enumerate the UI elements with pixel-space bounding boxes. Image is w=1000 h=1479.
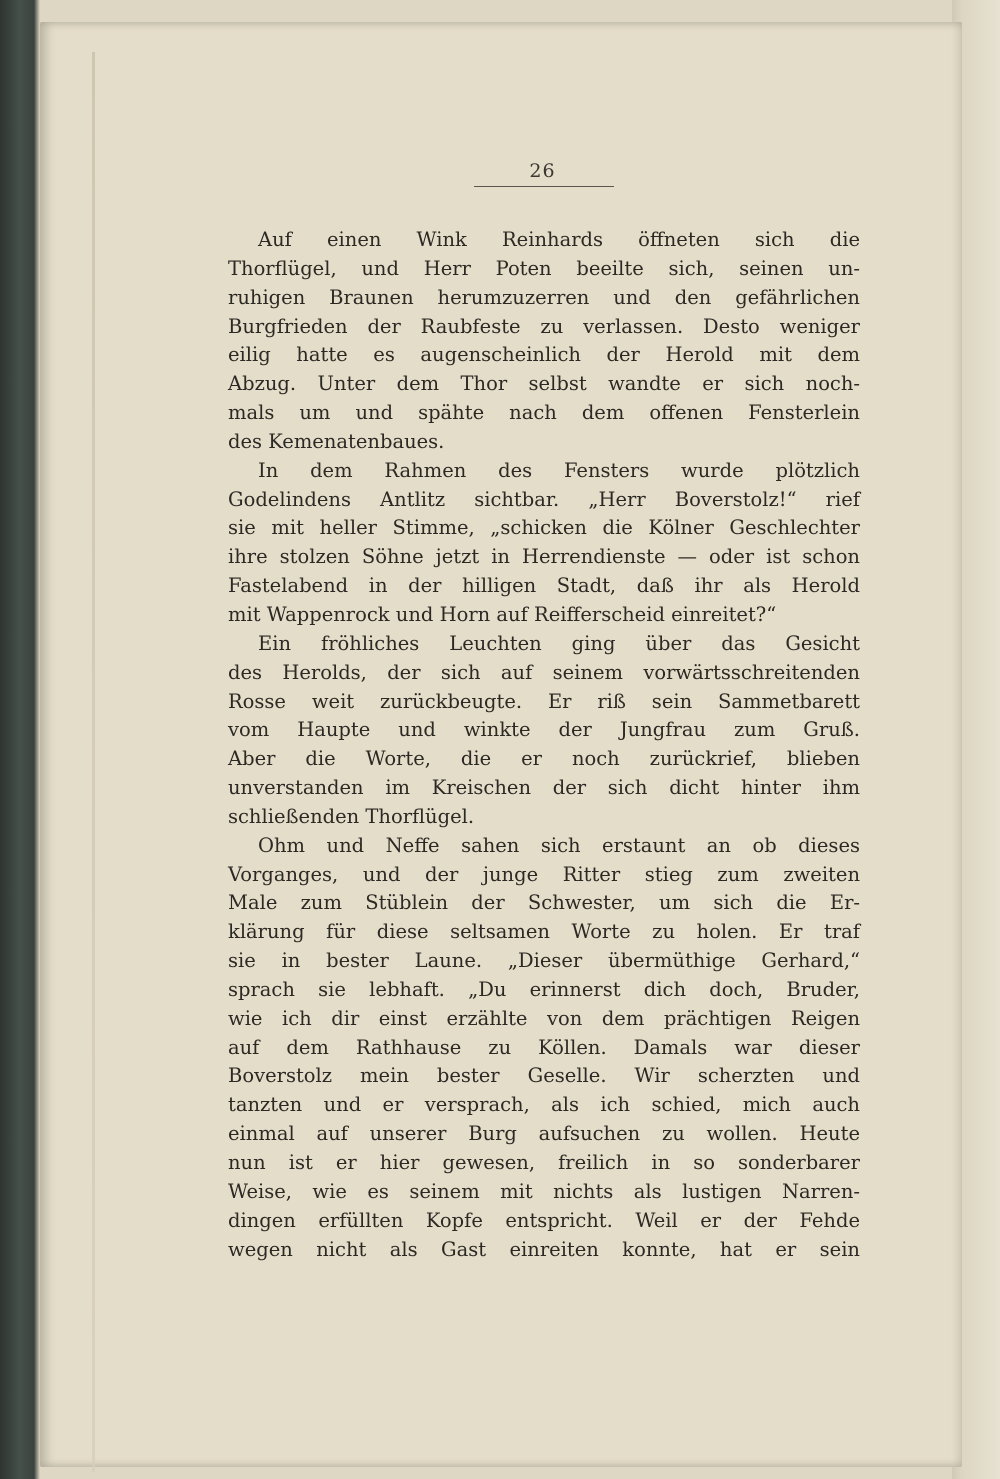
- text-line: mit Wappenrock und Horn auf Reifferscheid einreitet?“: [228, 602, 777, 626]
- text-line: des Herolds, der sich auf seinem vorwärtsschreitenden: [228, 660, 860, 684]
- text-line: In dem Rahmen des Fensters wurde plötzlich: [258, 458, 860, 482]
- body-text: [228, 226, 860, 1264]
- text-line: Rosse weit zurückbeugte. Er riß sein Sammetbarett: [228, 689, 860, 713]
- text-line: unverstanden im Kreischen der sich dicht hinter ihm: [228, 776, 860, 800]
- text-line: eilig hatte es augenscheinlich der Herold mit dem: [228, 343, 860, 367]
- text-line: Male zum Stüblein der Schwester, um sich die Er-: [228, 891, 860, 915]
- text-line: Ein fröhliches Leuchten ging über das Gesicht: [258, 631, 860, 655]
- text-line: sie mit heller Stimme, „schicken die Kölner Geschlechter: [228, 516, 860, 540]
- text-line: Godelindens Antlitz sichtbar. „Herr Boverstolz!“ rief: [228, 487, 860, 511]
- text-line: Fastelabend in der hilligen Stadt, daß ihr als Herold: [228, 574, 860, 598]
- text-line: klärung für diese seltsamen Worte zu holen. Er traf: [228, 920, 860, 944]
- text-line: des Kemenatenbaues.: [228, 429, 445, 453]
- text-line: ruhigen Braunen herumzuzerren und den gefährlichen: [228, 285, 860, 309]
- text-line: nun ist er hier gewesen, freilich in so sonderbarer: [228, 1151, 860, 1174]
- text-line: ihre stolzen Söhne jetzt in Herrendienste — oder ist schon: [228, 545, 860, 569]
- text-line: Abzug. Unter dem Thor selbst wandte er sich noch-: [228, 372, 860, 396]
- page-gutter-edge: [92, 52, 95, 1472]
- text-line: tanzten und er versprach, als ich schied, mich auch: [228, 1093, 860, 1117]
- header-rule: [474, 186, 614, 187]
- text-line: mals um und spähte nach dem offenen Fensterlein: [228, 401, 860, 425]
- text-line: vom Haupte und winkte der Jungfrau zum Gruß.: [228, 718, 860, 742]
- text-line: wegen nicht als Gast einreiten konnte, hat er sein: [228, 1237, 860, 1261]
- text-line: einmal auf unserer Burg aufsuchen zu wollen. Heute: [228, 1122, 860, 1146]
- text-line: auf dem Rathhause zu Köllen. Damals war dieser: [228, 1035, 860, 1059]
- text-line: Thorflügel, und Herr Poten beeilte sich, seinen un-: [228, 256, 860, 280]
- text-line: Ohm und Neffe sahen sich erstaunt an ob dieses: [258, 833, 860, 857]
- text-line: Burgfrieden der Raubfeste zu verlassen. Desto weniger: [228, 314, 860, 338]
- text-line: dingen erfüllten Kopfe entspricht. Weil er der Fehde: [228, 1208, 860, 1232]
- text-line: Auf einen Wink Reinhards öffneten sich die: [258, 228, 860, 251]
- text-line: Weise, wie es seinem mit nichts als lustigen Narren-: [228, 1179, 860, 1203]
- text-line: schließenden Thorflügel.: [228, 804, 475, 828]
- text-line: Aber die Worte, die er noch zurückrief, blieben: [228, 747, 860, 771]
- text-line: sprach sie lebhaft. „Du erinnerst dich doch, Bruder,: [228, 977, 860, 1001]
- page-number: 26: [529, 160, 556, 182]
- text-line: wie ich dir einst erzählte von dem prächtigen Reigen: [228, 1006, 860, 1030]
- text-line: sie in bester Laune. „Dieser übermüthige Gerhard,“: [228, 949, 860, 973]
- text-line: Boverstolz mein bester Geselle. Wir scherzten und: [228, 1064, 860, 1088]
- text-line: Vorganges, und der junge Ritter stieg zum zweiten: [228, 862, 860, 886]
